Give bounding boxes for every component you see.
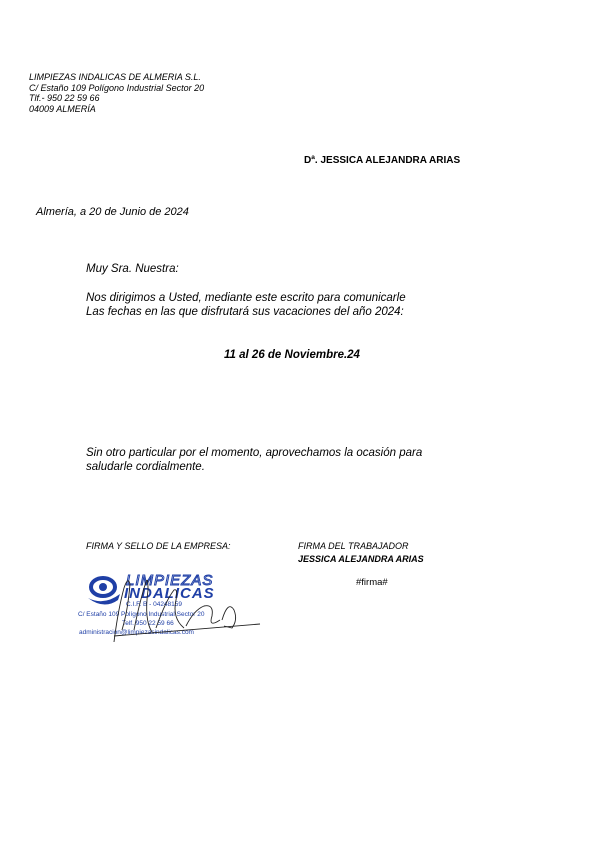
body-line-2: Las fechas en las que disfrutará sus vacaciones del año 2024:	[86, 305, 404, 318]
company-signature-label: FIRMA Y SELLO DE LA EMPRESA:	[86, 541, 231, 551]
closing-paragraph	[86, 447, 422, 474]
sender-block	[29, 72, 204, 114]
worker-signature-label: FIRMA DEL TRABAJADOR	[298, 541, 409, 551]
body-paragraph	[86, 292, 406, 319]
date-line: Almería, a 20 de Junio de 2024	[36, 206, 189, 218]
stamp-brand-line2: INDALICAS	[124, 585, 215, 602]
sender-company: LIMPIEZAS INDALICAS DE ALMERIA S.L.	[29, 72, 201, 82]
sender-address: C/ Estaño 109 Polígono Industrial Sector 20	[29, 82, 205, 93]
signature-placeholder: #firma#	[356, 577, 388, 588]
sender-city: 04009 ALMERÍA	[29, 103, 96, 114]
closing-line-2: saludarle cordialmente.	[86, 460, 205, 473]
greeting: Muy Sra. Nuestra:	[86, 263, 179, 275]
stamp-brand-line1: LIMPIEZAS	[126, 572, 214, 589]
body-line-1: Nos dirigimos a Usted, mediante este escrito para comunicarle	[86, 292, 406, 304]
sender-phone: Tlf.- 950 22 59 66	[29, 93, 100, 103]
stamp-cif: C.I.F. B - 04248159	[126, 601, 183, 608]
recipient-name: Dª. JESSICA ALEJANDRA ARIAS	[304, 155, 461, 166]
stamp-phone: Telf. 950 22 59 66	[122, 620, 174, 627]
company-stamp	[74, 570, 264, 650]
worker-name: JESSICA ALEJANDRA ARIAS	[298, 554, 424, 564]
stamp-email: administracion@limpiezasindalicas.com	[79, 629, 194, 636]
signature-scribble-icon	[74, 570, 264, 650]
closing-line-1: Sin otro particular por el momento, aprovechamos la ocasión para	[86, 447, 423, 459]
vacation-dates: 11 al 26 de Noviembre.24	[224, 349, 360, 361]
stamp-address: C/ Estaño 109 Polígono Industrial Sector 20	[78, 611, 205, 618]
